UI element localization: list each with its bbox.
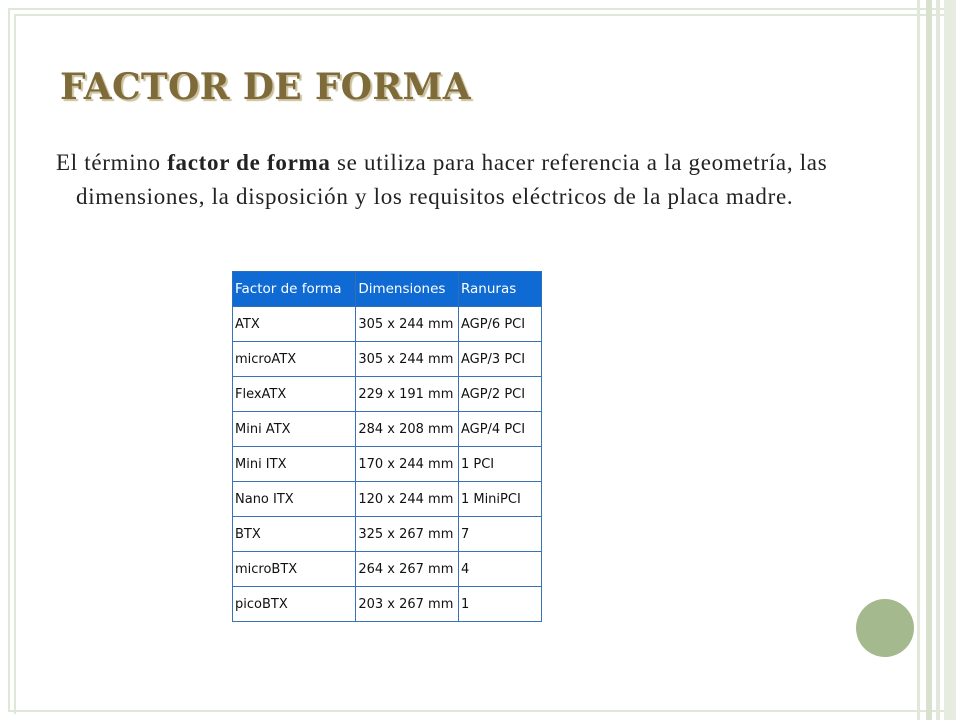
cell-dimensions: 305 x 244 mm [356, 342, 459, 377]
column-header-dimensions: Dimensiones [356, 272, 459, 307]
column-header-slots: Ranuras [458, 272, 541, 307]
cell-slots: 4 [458, 552, 541, 587]
body-text-keyword: factor de forma [167, 150, 331, 175]
cell-form-factor: BTX [233, 517, 356, 552]
table-row [233, 307, 542, 342]
table-row [233, 552, 542, 587]
column-header-form-factor: Factor de forma [233, 272, 356, 307]
cell-dimensions: 284 x 208 mm [356, 412, 459, 447]
cell-dimensions: 203 x 267 mm [356, 587, 459, 622]
table-row [233, 482, 542, 517]
cell-form-factor: picoBTX [233, 587, 356, 622]
table-row [233, 587, 542, 622]
cell-dimensions: 120 x 244 mm [356, 482, 459, 517]
table-row [233, 377, 542, 412]
table-row [233, 342, 542, 377]
cell-form-factor: ATX [233, 307, 356, 342]
decorative-stripe [917, 0, 920, 720]
body-text-intro: El término [56, 150, 168, 175]
cell-slots: 1 MiniPCI [458, 482, 541, 517]
slide-title: FACTOR DE FORMA [60, 66, 471, 108]
cell-form-factor: microATX [233, 342, 356, 377]
decorative-circle [856, 599, 914, 657]
table-header-row [233, 272, 542, 307]
cell-dimensions: 229 x 191 mm [356, 377, 459, 412]
cell-slots: AGP/4 PCI [458, 412, 541, 447]
table-row [233, 447, 542, 482]
cell-dimensions: 170 x 244 mm [356, 447, 459, 482]
cell-dimensions: 305 x 244 mm [356, 307, 459, 342]
cell-dimensions: 325 x 267 mm [356, 517, 459, 552]
table-row [233, 412, 542, 447]
cell-slots: 1 PCI [458, 447, 541, 482]
table-row [233, 517, 542, 552]
cell-form-factor: Mini ATX [233, 412, 356, 447]
cell-slots: 1 [458, 587, 541, 622]
cell-form-factor: Mini ITX [233, 447, 356, 482]
decorative-stripe [926, 0, 932, 720]
decorative-stripe [944, 0, 956, 720]
cell-form-factor: microBTX [233, 552, 356, 587]
cell-slots: AGP/2 PCI [458, 377, 541, 412]
cell-dimensions: 264 x 267 mm [356, 552, 459, 587]
cell-form-factor: FlexATX [233, 377, 356, 412]
cell-form-factor: Nano ITX [233, 482, 356, 517]
cell-slots: 7 [458, 517, 541, 552]
body-text-rest: se utiliza para hacer referencia a la geometría, las dimensiones, la disposición y los requisitos eléctricos de la placa madre. [76, 150, 828, 209]
slide-body-text [56, 146, 866, 214]
cell-slots: AGP/3 PCI [458, 342, 541, 377]
cell-slots: AGP/6 PCI [458, 307, 541, 342]
decorative-stripe [936, 0, 940, 720]
form-factor-table [232, 271, 542, 622]
